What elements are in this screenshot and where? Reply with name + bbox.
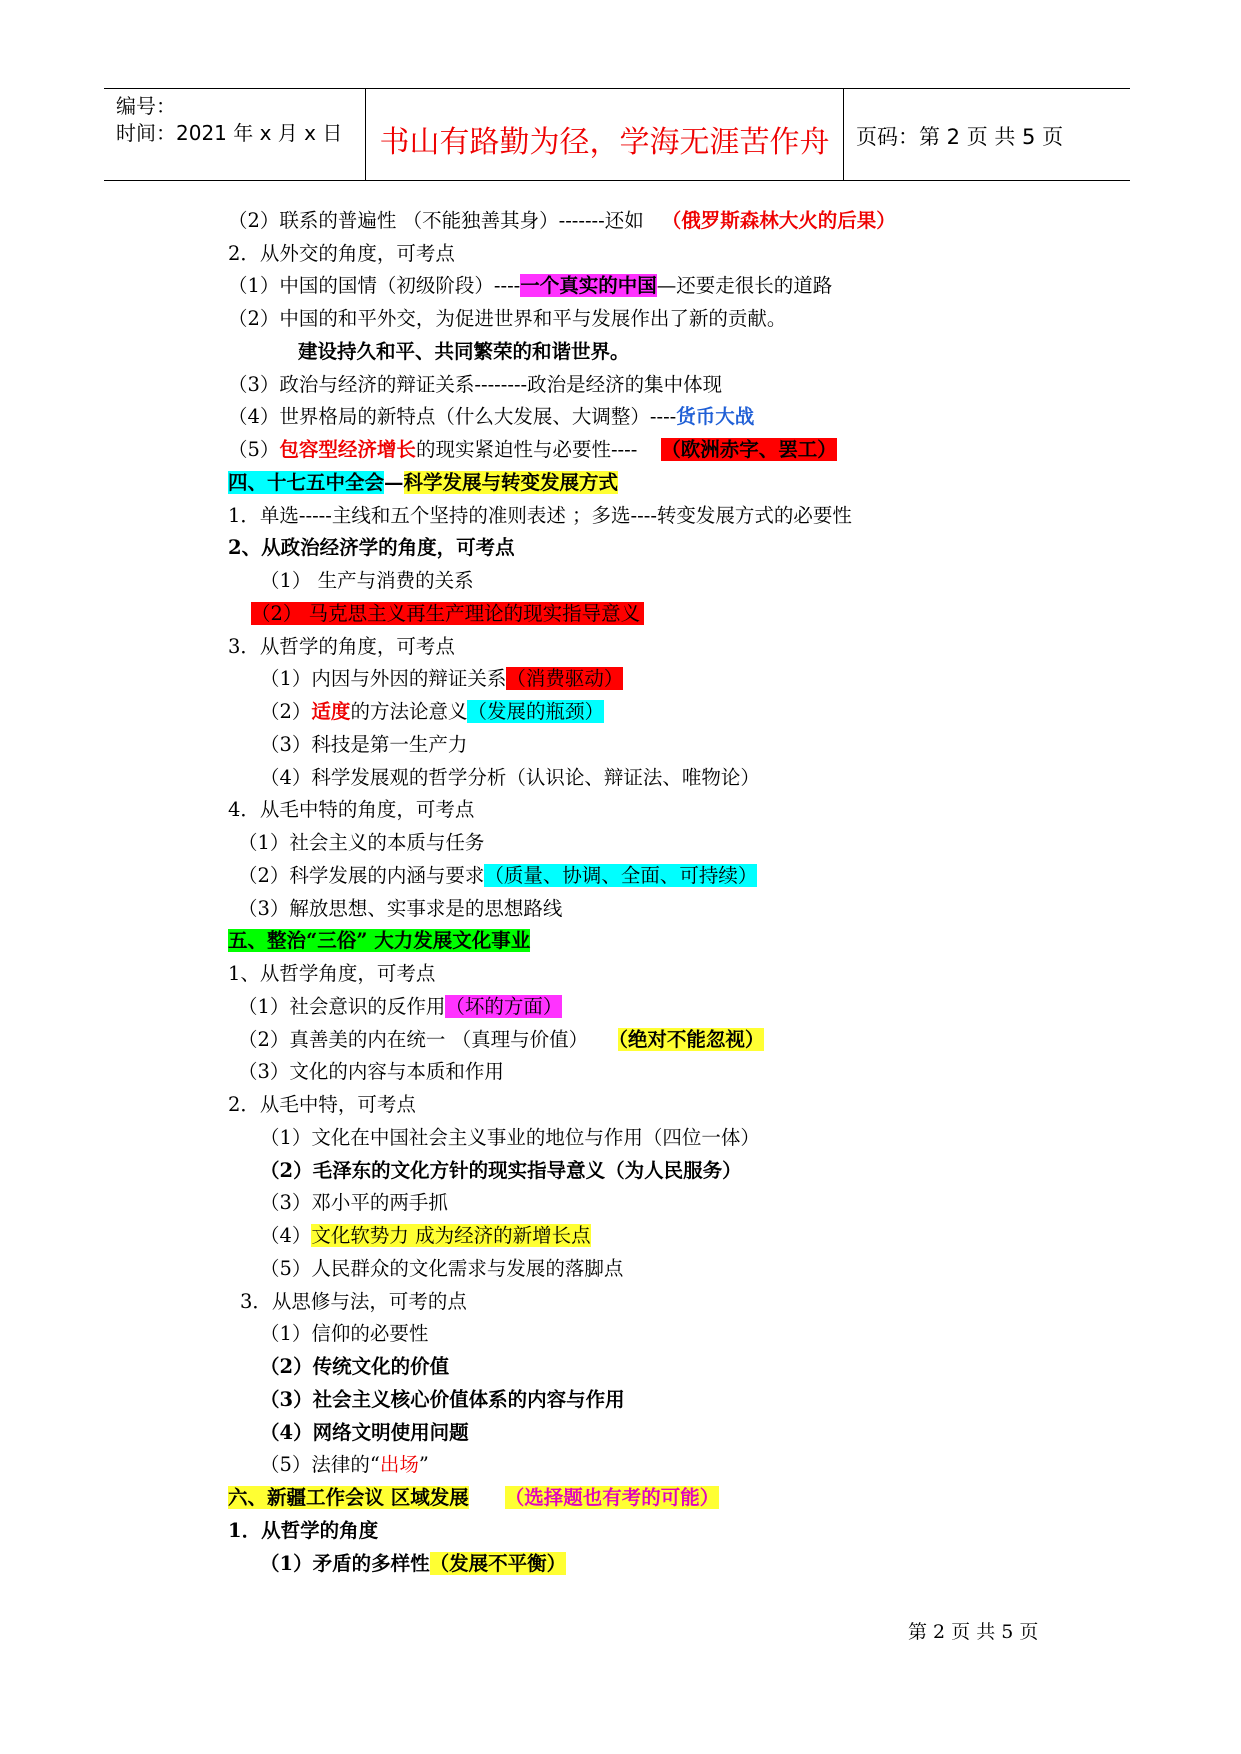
line-22: （3）解放思想、实事求是的思想路线	[238, 897, 563, 920]
line-36: （2）传统文化的价值	[260, 1355, 450, 1378]
line-38: （4）网络文明使用问题	[260, 1421, 469, 1444]
line-19: 4．从毛中特的角度，可考点	[228, 798, 475, 821]
line-7: （4）世界格局的新特点（什么大发展、大调整）----货币大战	[228, 405, 755, 428]
line-15: （1）内因与外因的辩证关系（消费驱动）	[260, 667, 624, 690]
header-motto: 书山有路勤为径，学海无涯苦作舟	[366, 89, 844, 180]
line-29: （1）文化在中国社会主义事业的地位与作用（四位一体）	[260, 1126, 760, 1149]
line-41: 1．从哲学的角度	[228, 1519, 379, 1542]
line-24: 1、从哲学角度，可考点	[228, 962, 436, 985]
line-4: （2）中国的和平外交，为促进世界和平与发展作出了新的贡献。	[228, 307, 787, 330]
line-5: 建设持久和平、共同繁荣的和谐世界。	[298, 340, 630, 363]
line-37: （3）社会主义核心价值体系的内容与作用	[260, 1388, 625, 1411]
line-2: 2．从外交的角度，可考点	[228, 242, 455, 265]
line-12: （1） 生产与消费的关系	[260, 569, 474, 592]
number-label: 编号：	[116, 94, 176, 118]
line-13: （2） 马克思主义再生产理论的现实指导意义	[251, 600, 644, 630]
line-35: （1）信仰的必要性	[260, 1322, 429, 1345]
line-14: 3．从哲学的角度，可考点	[228, 635, 455, 658]
line-21: （2）科学发展的内涵与要求（质量、协调、全面、可持续）	[238, 864, 758, 887]
line-42: （1）矛盾的多样性（发展不平衡）	[260, 1552, 567, 1575]
line-3: （1）中国的国情（初级阶段）----一个真实的中国—还要走很长的道路	[228, 274, 833, 297]
line-30: （2）毛泽东的文化方针的现实指导意义（为人民服务）	[260, 1159, 742, 1182]
section-5-title: 五、整治“三俗” 大力发展文化事业	[228, 929, 531, 952]
line-25: （1）社会意识的反作用（坏的方面）	[238, 995, 563, 1018]
section-6-title: 六、新疆工作会议 区域发展 （选择题也有考的可能）	[228, 1486, 720, 1509]
line-8: （5）包容型经济增长的现实紧迫性与必要性---- （欧洲赤字、罢工）	[228, 438, 837, 461]
page-header	[104, 88, 1130, 181]
line-18: （4）科学发展观的哲学分析（认识论、辩证法、唯物论）	[260, 766, 760, 789]
line-10: 1．单选-----主线和五个坚持的准则表述 ；多选----转变发展方式的必要性	[228, 504, 852, 527]
line-31: （3）邓小平的两手抓	[260, 1191, 448, 1214]
line-11: 2、从政治经济学的角度，可考点	[228, 536, 515, 559]
line-16: （2）适度的方法论意义（发展的瓶颈）	[260, 700, 604, 723]
line-39: （5）法律的“出场”	[260, 1453, 429, 1476]
line-17: （3）科技是第一生产力	[260, 733, 468, 756]
line-28: 2．从毛中特，可考点	[228, 1093, 416, 1116]
page-footer: 第 2 页 共 5 页	[908, 1621, 1039, 1643]
line-26: （2）真善美的内在统一 （真理与价值） （绝对不能忽视）	[238, 1028, 765, 1051]
line-1: （2）联系的普遍性 （不能独善其身）-------还如 （俄罗斯森林大火的后果）	[228, 209, 896, 232]
section-4-title: 四、十七五中全会—科学发展与转变发展方式	[228, 471, 619, 494]
line-27: （3）文化的内容与本质和作用	[238, 1060, 504, 1083]
line-6: （3）政治与经济的辩证关系--------政治是经济的集中体现	[228, 373, 723, 396]
line-34: 3．从思修与法，可考的点	[240, 1290, 467, 1313]
time-label: 时间：2021 年 x 月 x 日	[116, 121, 343, 145]
line-32: （4）文化软势力 成为经济的新增长点	[260, 1224, 591, 1247]
line-33: （5）人民群众的文化需求与发展的落脚点	[260, 1257, 624, 1280]
header-meta	[104, 89, 366, 180]
header-page-label: 页码：第 2 页 共 5 页	[856, 125, 1064, 149]
line-20: （1）社会主义的本质与任务	[238, 831, 485, 854]
